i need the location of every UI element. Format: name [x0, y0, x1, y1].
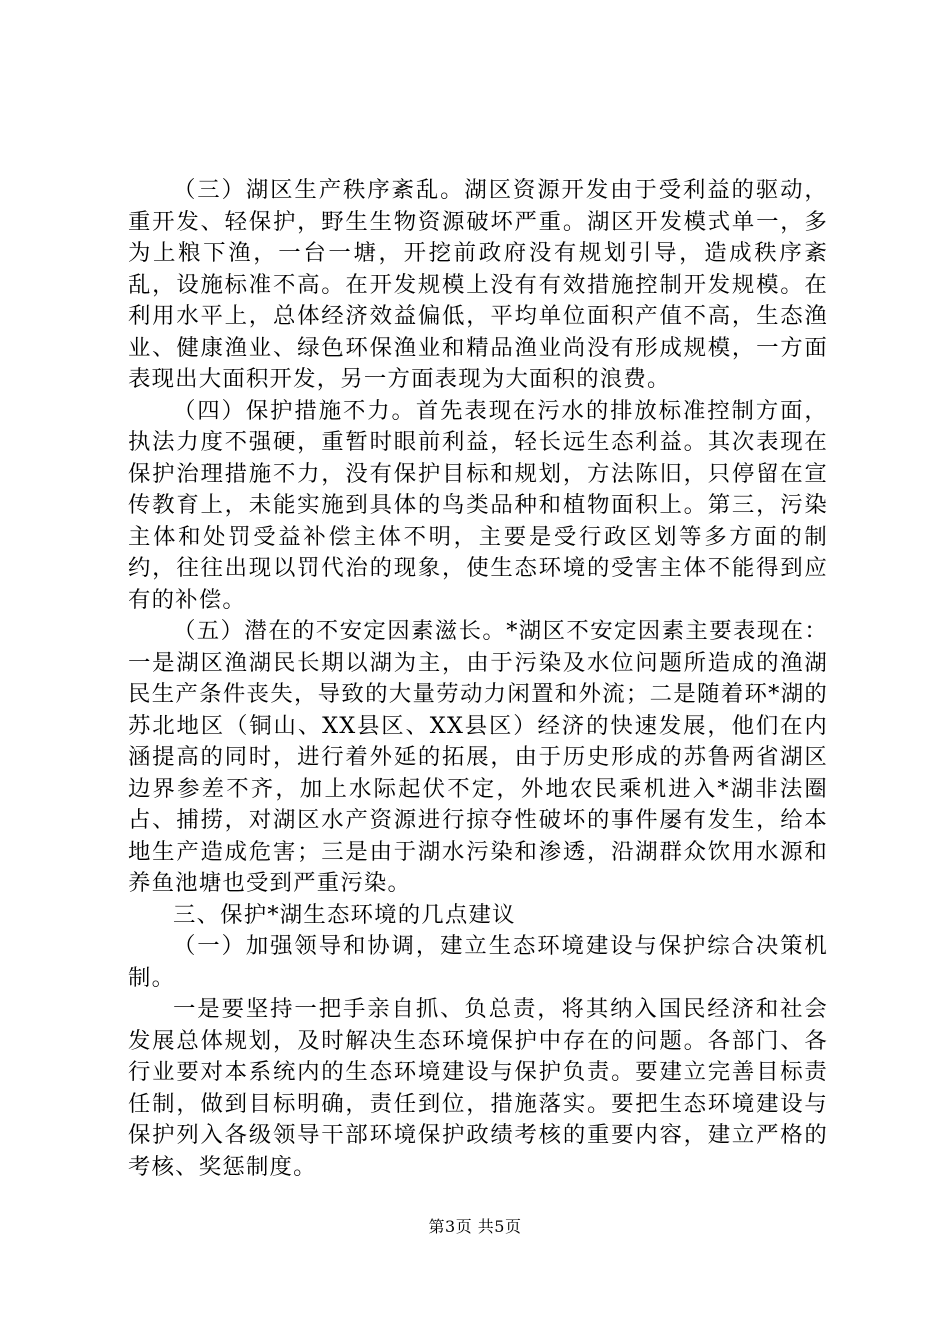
paragraph-responsibility-system: 一是要坚持一把手亲自抓、负总责，将其纳入国民经济和社会发展总体规划，及时解决生态环境保护中存在的问题。各部门、各行业要对本系统内的生态环境建设与保护负责。要建立完善目标责任制，做到目标明确，责任到位，措施落实。要把生态环境建设与保护列入各级领导干部环境保护政绩考核的重要内容，建立严格的考核、奖惩制度。: [128, 996, 828, 1180]
paragraph-protection-measures-weak: （四）保护措施不力。首先表现在污水的排放标准控制方面，执法力度不强硬，重暂时眼前利益，轻长远生态利益。其次表现在保护治理措施不力，没有保护目标和规划，方法陈旧，只停留在宣传教育上，未能实施到具体的鸟类品种和植物面积上。第三，污染主体和处罚受益补偿主体不明，主要是受行政区划等多方面的制约，往往出现以罚代治的现象，使生态环境的受害主体不能得到应有的补偿。: [128, 397, 828, 613]
paragraph-leadership-coordination: （一）加强领导和协调，建立生态环境建设与保护综合决策机制。: [128, 933, 828, 991]
paragraph-lake-production-disorder: （三）湖区生产秩序紊乱。湖区资源开发由于受利益的驱动，重开发、轻保护，野生生物资源破坏严重。湖区开发模式单一，多为上粮下渔，一台一塘，开挖前政府没有规划引导，造成秩序紊乱，设施标准不高。在开发规模上没有有效措施控制开发规模。在利用水平上，总体经济效益偏低，平均单位面积产值不高，生态渔业、健康渔业、绿色环保渔业和精品渔业尚没有形成规模，一方面表现出大面积开发，另一方面表现为大面积的浪费。: [128, 177, 828, 392]
paragraph-instability-factors: （五）潜在的不安定因素滋长。*湖区不安定因素主要表现在：一是湖区渔湖民长期以湖为主，由于污染及水位问题所造成的渔湖民生产条件丧失，导致的大量劳动力闲置和外流；二是随着环*湖的苏北地区（铜山、XX县区、XX县区）经济的快速发展，他们在内涵提高的同时，进行着外延的拓展，由于历史形成的苏鲁两省湖区边界参差不齐，加上水际起伏不定，外地农民乘机进入*湖非法圈占、捕捞，对湖区水产资源进行掠夺性破坏的事件屡有发生，给本地生产造成危害；三是由于湖水污染和渗透，沿湖群众饮用水源和养鱼池塘也受到严重污染。: [128, 618, 828, 896]
page-footer: 第3页 共5页: [428, 1217, 522, 1236]
document-body: [128, 175, 828, 1183]
section-heading-suggestions: 三、保护*湖生态环境的几点建议: [173, 901, 516, 928]
